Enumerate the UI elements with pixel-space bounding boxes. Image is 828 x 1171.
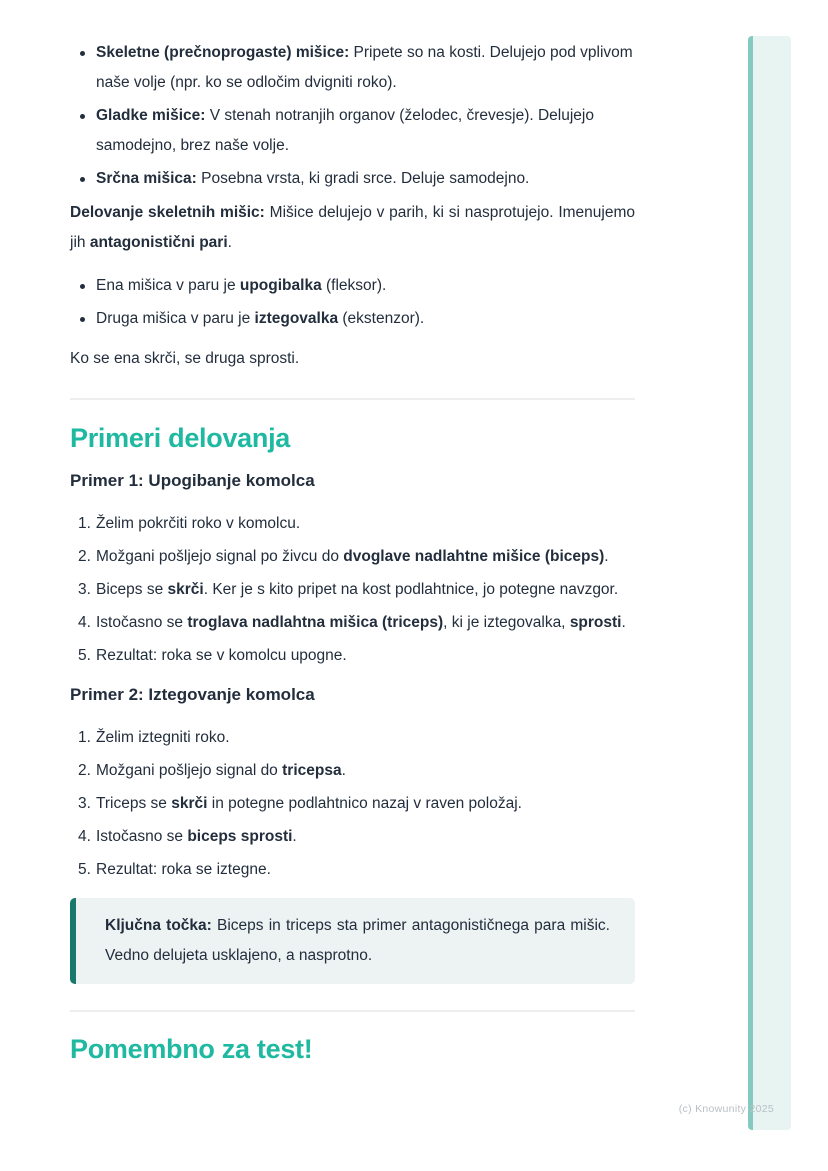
- example-1-steps: [70, 509, 635, 671]
- list-item-term: upogibalka: [239, 277, 322, 294]
- list-item: [70, 101, 635, 161]
- list-item: [70, 304, 635, 334]
- step-term: skrči: [167, 581, 204, 598]
- step-item: [70, 641, 635, 671]
- paragraph-skeletal-function: [70, 198, 635, 258]
- paragraph-text: Mišice delujejo v parih, ki si nasprotujejo. Imenujemo jih: [70, 204, 635, 251]
- step-item: [70, 608, 635, 638]
- step-number: 1.: [78, 729, 91, 746]
- list-item-text: Druga mišica v paru je: [96, 310, 255, 327]
- step-term: biceps sprosti: [187, 828, 293, 845]
- step-number: 4.: [78, 614, 91, 631]
- step-item: [70, 855, 635, 885]
- subheading-example-2: Primer 2: Iztegovanje komolca: [70, 685, 315, 704]
- step-term: tricepsa: [282, 762, 342, 779]
- step-text: .: [292, 828, 297, 845]
- step-text: .: [604, 548, 609, 565]
- step-text: Rezultat: roka se iztegne.: [96, 861, 271, 878]
- paragraph-term: antagonistični pari: [89, 234, 228, 251]
- step-number: 5.: [78, 647, 91, 664]
- step-number: 2.: [78, 762, 91, 779]
- section-heading-test: Pomembno za test!: [70, 1034, 313, 1064]
- antagonist-pair-list: [70, 271, 635, 334]
- step-term: troglava nadlahtna mišica (triceps): [187, 614, 444, 631]
- subheading-example-1: Primer 1: Upogibanje komolca: [70, 471, 315, 490]
- step-number: 1.: [78, 515, 91, 532]
- step-item: [70, 575, 635, 605]
- step-term: sprosti: [569, 614, 622, 631]
- list-item-text: Posebna vrsta, ki gradi srce. Deluje samodejno.: [196, 170, 530, 187]
- step-number: 3.: [78, 795, 91, 812]
- paragraph-contraction-note: Ko se ena skrči, se druga sprosti.: [70, 350, 300, 367]
- copyright-notice: (c) Knowunity 2025: [678, 1103, 774, 1115]
- step-item: [70, 723, 635, 753]
- section-divider: [70, 1010, 635, 1012]
- muscle-types-list: [70, 38, 635, 194]
- step-number: 5.: [78, 861, 91, 878]
- list-item: [70, 271, 635, 301]
- step-text: Možgani pošljejo signal po živcu do: [96, 548, 344, 565]
- list-item: [70, 38, 635, 98]
- section-divider: [70, 398, 635, 400]
- list-item-text: Pripete so na kosti. Delujejo pod vplivom naše volje (npr. ko se odločim dvigniti roko).: [96, 44, 633, 91]
- section-heading-examples: Primeri delovanja: [70, 423, 290, 453]
- example-2-steps: [70, 723, 635, 885]
- list-item-term: iztegovalka: [254, 310, 339, 327]
- paragraph-term: Delovanje skeletnih mišic:: [70, 204, 265, 221]
- list-item: [70, 164, 635, 194]
- list-item-term: Skeletne (prečnoprogaste) mišice:: [96, 44, 350, 61]
- list-item-term: Srčna mišica:: [96, 170, 197, 187]
- list-item-text: V stenah notranjih organov (želodec, črevesje). Delujejo samodejno, brez naše volje.: [96, 107, 594, 154]
- step-number: 3.: [78, 581, 91, 598]
- callout-text: Biceps in triceps sta primer antagonističnega para mišic. Vedno delujeta usklajeno, a nasprotno.: [105, 917, 610, 964]
- step-text: Biceps se: [96, 581, 168, 598]
- step-text: Istočasno se: [96, 828, 188, 845]
- step-text: . Ker je s kito pripet na kost podlahtnice, jo potegne navzgor.: [203, 581, 619, 598]
- step-item: [70, 542, 635, 572]
- step-number: 2.: [78, 548, 91, 565]
- step-text: in potegne podlahtnico nazaj v raven položaj.: [207, 795, 522, 812]
- notes-page-content: [70, 38, 635, 1066]
- list-item-term: Gladke mišice:: [96, 107, 206, 124]
- step-text: Triceps se: [96, 795, 172, 812]
- step-text: Rezultat: roka se v komolcu upogne.: [96, 647, 347, 664]
- step-term: dvoglave nadlahtne mišice (biceps): [343, 548, 605, 565]
- page-edge-decoration: [748, 36, 791, 1130]
- step-text: Želim iztegniti roko.: [96, 729, 230, 746]
- list-item-text: (fleksor).: [321, 277, 387, 294]
- list-item-text: Ena mišica v paru je: [96, 277, 240, 294]
- step-item: [70, 789, 635, 819]
- step-item: [70, 822, 635, 852]
- list-item-text: (ekstenzor).: [338, 310, 425, 327]
- step-item: [70, 509, 635, 539]
- step-item: [70, 756, 635, 786]
- step-text: Istočasno se: [96, 614, 188, 631]
- step-text: .: [341, 762, 346, 779]
- step-number: 4.: [78, 828, 91, 845]
- paragraph-text: .: [227, 234, 232, 251]
- step-text: Želim pokrčiti roko v komolcu.: [96, 515, 301, 532]
- step-text: , ki je iztegovalka,: [443, 614, 570, 631]
- key-point-callout: [70, 898, 635, 984]
- step-text: .: [621, 614, 626, 631]
- callout-term: Ključna točka:: [105, 917, 212, 934]
- step-term: skrči: [171, 795, 208, 812]
- step-text: Možgani pošljejo signal do: [96, 762, 283, 779]
